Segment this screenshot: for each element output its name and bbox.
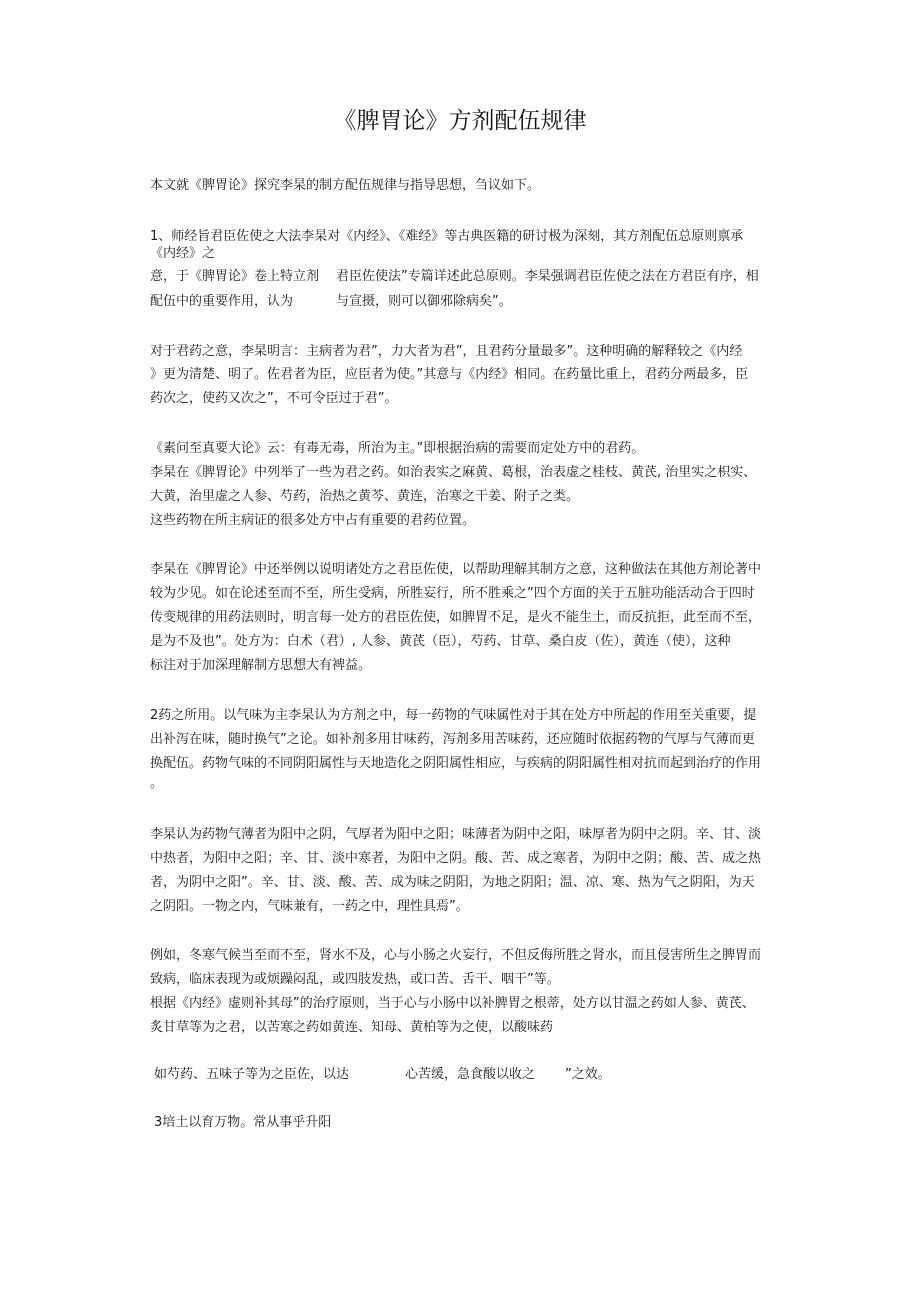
section1-right-column: 与宣摄，则可以御邪除病矣”。 (336, 294, 512, 309)
section1-line: 《内经》之 (150, 246, 216, 261)
section1-right-column: 君臣佐使法”专篇详述此总原则。李杲强调君臣佐使之法在方君臣有序，相 (336, 269, 759, 284)
paragraph-line: 炙甘草等为之君，以苦寒之药如黄连、知母、黄柏等为之使，以酸味药 (150, 1020, 554, 1035)
paragraph-line: 根据《内经》虚则补其母”的治疗原则，当于心与小肠中以补脾胃之根蒂，处方以甘温之药如人参、黄芪、 (150, 996, 755, 1011)
paragraph-fragment: 心苦缓，急食酸以收之 (405, 1067, 536, 1082)
section1-left-column: 配伍中的重要作用，认为 (150, 294, 294, 309)
section1-line: 1、师经旨君臣佐使之大法李杲对《内经》、《难经》等古典医籍的研讨极为深刻，其方剂配伍总原则禀承 (150, 229, 744, 244)
paragraph-line: 者，为阴中之阳”。辛、甘、淡、酸、苦、成为味之阴阳，为地之阴阳；温、凉、寒、热为气之阴阳，为天 (150, 875, 755, 890)
paragraph-line: 换配伍。药物气味的不同阴阳属性与天地造化之阴阳属性相应，与疾病的阴阳属性相对抗而起到治疗的作用 (150, 756, 762, 771)
paragraph-line: 李杲在《脾胃论》中还举例以说明诸处方之君臣佐使，以帮助理解其制方之意，这种做法在其他方剂论著中 (150, 562, 762, 577)
paragraph-line: 李杲认为药物气薄者为阳中之阴，气厚者为阳中之阳；味薄者为阴中之阳，味厚者为阴中之阴。辛、甘、淡 (150, 827, 762, 842)
paragraph-line: 传变规律的用药法则时，明言每一处方的君臣佐使，如脾胃不足，是火不能生土，而反抗拒，此至而不至， (150, 610, 762, 625)
paragraph-line: 是为不及也”。处方为：白术（君）, 人参、黄芪（臣），芍药、甘草、桑白皮（佐），黄连（使），这种 (150, 634, 731, 649)
section3-heading: 3培土以育万物。常从事乎升阳 (154, 1115, 332, 1130)
paragraph-line: 标注对于加深理解制方思想大有裨益。 (150, 658, 372, 673)
paragraph-line: 例如，冬寒气候当至而不至，肾水不及，心与小肠之火妄行，不但反侮所胜之肾水，而且侵害所生之脾胃而 (150, 948, 762, 963)
paragraph-line: 致病，临床表现为或烦躁闷乱，或四肢发热，或口苦、舌干、咽干”等。 (150, 972, 560, 987)
section1-left-column: 意，于《脾胃论》卷上特立剂 (150, 269, 320, 284)
paragraph-line: 较为少见。如在论述至而不至，所生受病，所胜妄行，所不胜乘之”四个方面的关于五脏功能活动合于四时 (150, 586, 755, 601)
paragraph-line: 》更为清楚、明了。佐君者为臣，应臣者为使。”其意与《内经》相同。在药量比重上，君药分两最多，臣 (150, 367, 749, 382)
paragraph-fragment: 如芍药、五味子等为之臣佐，以达 (154, 1067, 350, 1082)
paragraph-line: 出补泻在味，随时换气”之论。如补剂多用甘味药，泻剂多用苦味药，还应随时依据药物的气厚与气薄而更 (150, 732, 755, 747)
paragraph-fragment: ”之效。 (565, 1067, 611, 1082)
intro-text: 本文就《脾胃论》探究李杲的制方配伍规律与指导思想，刍议如下。 (150, 178, 541, 193)
paragraph-line: 《素问至真要大论》云：有毒无毒，所治为主。”即根据治病的需要而定处方中的君药。 (150, 441, 645, 456)
document-title: 《脾胃论》方剂配伍规律 (333, 108, 587, 134)
paragraph-line: 之阴阳。一物之内，气味兼有，一药之中，理性具焉”。 (150, 899, 469, 914)
paragraph-line: 这些药物在所主病证的很多处方中占有重要的君药位置。 (150, 513, 476, 528)
paragraph-line: 对于君药之意，李杲明言：主病者为君”，力大者为君”，且君药分量最多”。这种明确的解释较之《内经 (150, 344, 743, 359)
paragraph-line: 2药之所用。以气味为主李杲认为方剂之中，每一药物的气味属性对于其在处方中所起的作用至关重要，提 (150, 708, 757, 723)
paragraph-line: 李杲在《脾胃论》中列举了一些为君之药。如治表实之麻黄、葛根，治表虚之桂枝、黄芪, 治里实之枳实、 (150, 465, 757, 480)
paragraph-line: 药次之，使药又次之”，不可令臣过于君”。 (150, 391, 398, 406)
paragraph-line: 中热者，为阳中之阳；辛、甘、淡中寒者，为阳中之阴。酸、苦、成之寒者，为阴中之阴；酸、苦、成之热 (150, 851, 762, 866)
paragraph-line: 大黄，治里虚之人参、芍药，治热之黄芩、黄连，治寒之干姜、附子之类。 (150, 489, 580, 504)
paragraph-line: 。 (150, 776, 164, 791)
